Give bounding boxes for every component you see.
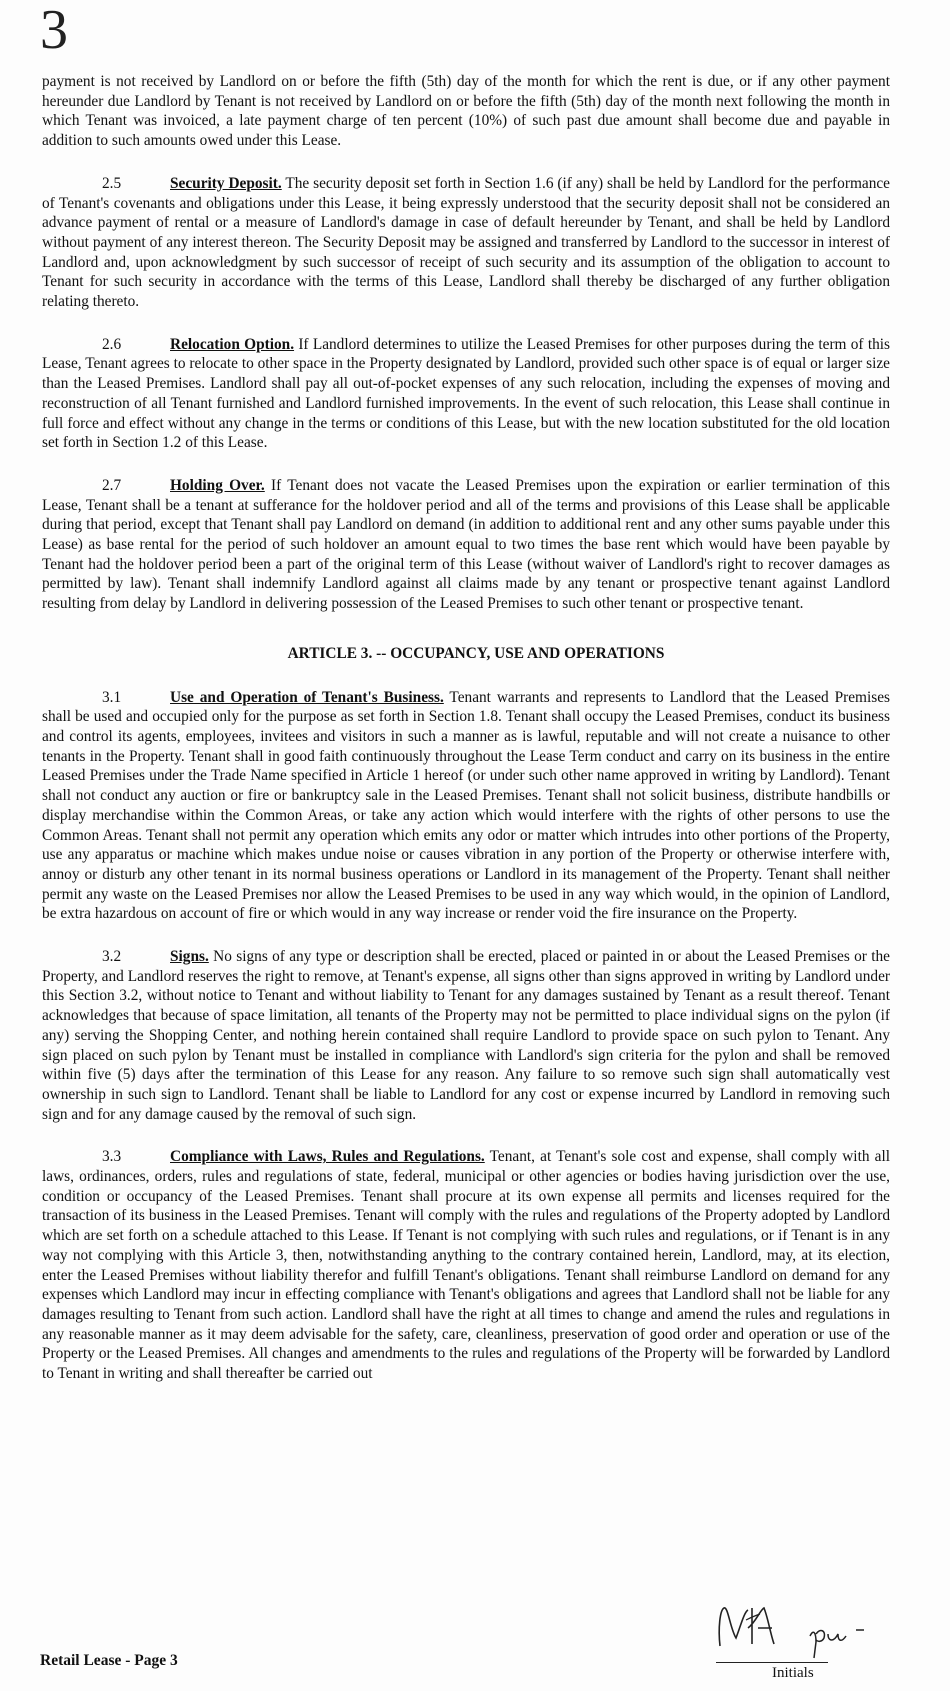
footer-page-label: Retail Lease - Page 3 xyxy=(40,1652,178,1669)
section-heading: Signs. xyxy=(170,948,209,966)
section-text: Tenant, at Tenant's sole cost and expense, shall comply with all laws, ordinances, orders, rules and regulations of state, federal, municipal or other agencies or bodies having jurisdiction over the use, condition or occupancy of the Leased Premises. Tenant shall procure at its own expense all permits and licenses required for the transaction of its business in the Leased Premises. Tenant will comply with the rules and regulations of the Property adopted by Landlord which are set forth on a schedule attached to this Lease. If Tenant is not complying with such rules and regulations, or if Tenant is in any way not complying with this Article 3, then, notwithstanding anything to the contrary contained herein, Landlord, may, at its election, enter the Leased Premises without liability therefor and fulfill Tenant's obligations. Tenant shall reimburse Landlord on demand for any expenses which Landlord may incur in effecting compliance with Tenant's obligations and agrees that Landlord shall not be liable for any damages resulting to Tenant from such action. Landlord shall have the right at all times to change and amend the rules and regulations in any reasonable manner as it may deem advisable for the safety, care, cleanliness, preservation of good order and operation or use of the Property or the Leased Premises. All changes and amendments to the rules and regulations of the Property will be forwarded by Landlord to Tenant in writing and shall thereafter be carried out xyxy=(42,1148,890,1383)
section-2-6 xyxy=(42,335,890,453)
section-heading: Security Deposit. xyxy=(170,174,282,192)
section-number: 3.3 xyxy=(102,1148,122,1166)
section-text: Tenant warrants and represents to Landlord that the Leased Premises shall be used and occupied only for the purpose as set forth in Section 1.8. Tenant shall occupy the Leased Premises, conduct its business and control its agents, employees, invitees and visitors in such a manner as is lawful, reputable and will not create a nuisance to other tenants in the Property. Tenant shall in good faith continuously throughout the Lease Term conduct and carry on its business in the entire Leased Premises under the Trade Name specified in Article 1 hereof (or under such other name approved in writing by Landlord). Tenant shall not conduct any auction or fire or bankruptcy sale in the Leased Premises. Tenant shall not solicit business, distribute handbills or display merchandise within the Common Areas, or take any action which would interfere with the rights of other persons to use the Common Areas. Tenant shall not permit any operation which emits any odor or matter which intrudes into other portions of the Property, use any apparatus or machine which makes undue noise or causes vibration in any portion of the Property or otherwise interfere with, annoy or disturb any other tenant in its normal business operations or Landlord in its management of the Property. Tenant shall neither permit any waste on the Leased Premises nor allow the Leased Premises to be used in any way which would, in the opinion of Landlord, be extra hazardous on account of fire or which would in any way increase or render void the fire insurance on the Property. xyxy=(42,688,891,923)
document-body xyxy=(42,72,890,1407)
handwritten-initials-signature xyxy=(710,1598,910,1664)
section-2-7 xyxy=(42,476,890,614)
initials-label: Initials xyxy=(772,1665,814,1681)
section-heading: Holding Over. xyxy=(170,476,265,494)
section-2-5 xyxy=(42,174,890,312)
section-text: No signs of any type or description shall be erected, placed or painted in or about the Leased Premises or the Property, and Landlord reserves the right to remove, at Tenant's expense, all signs other than signs approved in writing by Landlord under this Section 3.2, without notice to Tenant and without liability to Tenant for any damages sustained by Tenant as a result thereof. Tenant acknowledges that because of space limitation, all tenants of the Property may not be permitted to place individual signs on the pylon (if any) serving the Shopping Center, and nothing herein contained shall require Landlord to provide space on such pylon to Tenant. Any sign placed on such pylon by Tenant must be installed in compliance with Landlord's sign criteria for the pylon and shall be removed within five (5) days after the termination of this Lease for any reason. Any failure to so remove such sign shall automatically vest ownership in such sign to Landlord. Tenant shall be liable to Landlord for any cost or expense incurred by Landlord in removing such sign and for any damage caused by the removal of such sign. xyxy=(42,948,890,1123)
section-heading: Relocation Option. xyxy=(170,335,295,353)
section-heading: Compliance with Laws, Rules and Regulations. xyxy=(170,1148,485,1166)
section-number: 3.2 xyxy=(102,948,122,966)
paragraph-late-payment: payment is not received by Landlord on or before the fifth (5th) day of the month for which the rent is due, or if any other payment hereunder due Landlord by Tenant is not received by Landlord on or before the fifth (5th) day of the month next following the month in which Tenant was invoiced, a late payment charge of ten percent (10%) of such past due amount shall become due and payable in addition to such amounts owed under this Lease. xyxy=(42,73,890,150)
section-number: 3.1 xyxy=(102,688,122,706)
section-number: 2.6 xyxy=(102,335,122,353)
section-text: The security deposit set forth in Section 1.6 (if any) shall be held by Landlord for the performance of Tenant's covenants and obligations under this Lease, it being expressly understood that the security deposit shall not be considered an advance payment of rental or a measure of Landlord's damage in case of default hereunder by Tenant, and shall be held by Landlord without payment of any interest thereon. The Security Deposit may be assigned and transferred by Landlord to the successor in interest of Landlord and, upon acknowledgment by such successor of receipt of such security and its assumption of the obligation to account to Tenant for such security in accordance with the terms of this Lease, Landlord shall thereby be discharged of any further obligation relating thereto. xyxy=(42,174,890,311)
section-3-1 xyxy=(42,688,890,924)
section-number: 2.7 xyxy=(102,476,122,494)
section-3-2 xyxy=(42,947,890,1124)
initials-block xyxy=(710,1598,910,1681)
article-3-title: ARTICLE 3. -- OCCUPANCY, USE AND OPERATIONS xyxy=(287,644,665,662)
initials-line xyxy=(716,1662,828,1663)
section-heading: Use and Operation of Tenant's Business. xyxy=(170,688,444,706)
section-text: If Tenant does not vacate the Leased Premises upon the expiration or earlier termination of this Lease, Tenant shall be a tenant at sufferance for the holdover period and all of the terms and provisions of this Lease shall be applicable during that period, except that Tenant shall pay Landlord on demand (in addition to additional rent and any other sums payable under this Lease) as base rental for the period of such holdover an amount equal to two times the base rent which would have been payable by Tenant had the holdover period been a part of the original term of this Lease (without waiver of Landlord's right to recover damages as permitted by law). Tenant shall indemnify Landlord against all claims made by any tenant or prospective tenant against Landlord resulting from delay by Landlord in delivering possession of the Leased Premises to such other tenant or prospective tenant. xyxy=(42,476,890,613)
page-number: 3 xyxy=(40,0,68,61)
section-text: If Landlord determines to utilize the Leased Premises for other purposes during the term of this Lease, Tenant agrees to relocate to other space in the Property designated by Landlord, provided such other space is of equal or larger size than the Leased Premises. Landlord shall pay all out-of-pocket expenses of any such relocation, including the expenses of moving and reconstruction of all Tenant furnished and Landlord furnished improvements. In the event of such relocation, this Lease shall continue in full force and effect without any change in the terms or conditions of this Lease, but with the new location substituted for the old location set forth in Section 1.2 of this Lease. xyxy=(42,335,890,452)
section-number: 2.5 xyxy=(102,174,122,192)
section-3-3 xyxy=(42,1147,890,1383)
